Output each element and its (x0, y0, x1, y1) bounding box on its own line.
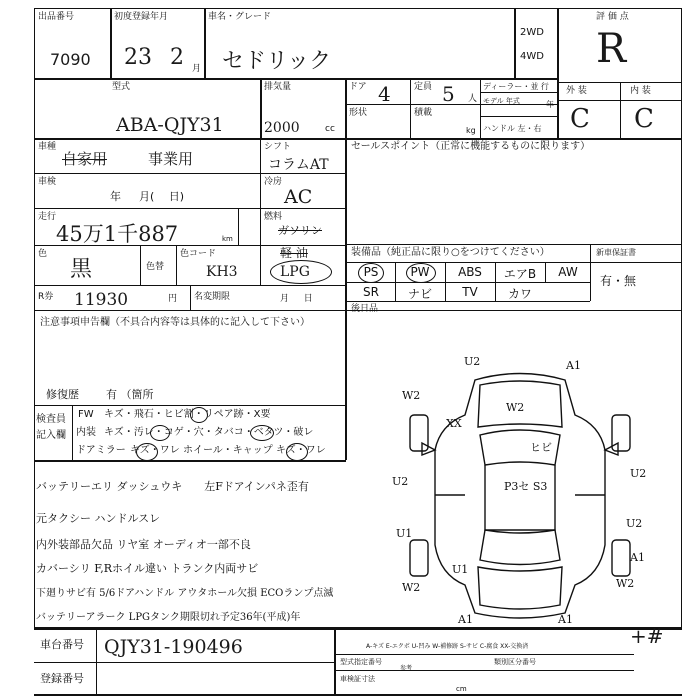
doors: 4 (378, 82, 391, 106)
mark-a1-top: A1 (566, 359, 581, 372)
mark-u1-rear: U1 (452, 563, 469, 576)
equip-sr: SR (363, 285, 379, 299)
divider (334, 654, 634, 655)
mark-u1-side: U1 (396, 527, 413, 540)
doors-label: ドア (349, 82, 367, 92)
model-year-label: モデル 年式 (483, 97, 520, 105)
equip-ps: PS (363, 265, 379, 279)
inspection-fields: 年 月( 日) (110, 190, 185, 203)
car-damage-diagram (380, 355, 660, 625)
drive-4wd: 4WD (520, 51, 544, 62)
shift: コラムAT (268, 157, 329, 173)
new-car-warranty: 有・無 (600, 274, 637, 288)
mark-xx: XX (446, 417, 462, 430)
divider (110, 8, 112, 79)
first-registration-month: 2 (170, 45, 184, 70)
r-ticket-label: R券 (38, 292, 54, 302)
divider (34, 78, 557, 80)
equipment-label: 装備品（純正品に限り○をつけてください） (351, 247, 550, 258)
divider (34, 628, 682, 630)
divider (480, 116, 557, 117)
check-row-fw-label: FW (78, 409, 94, 420)
shift-label: シフト (264, 142, 292, 152)
chassis-number: QJY31-190496 (104, 636, 243, 658)
color-code-label: 色コード (180, 249, 217, 259)
check-circle-hibi (190, 407, 208, 423)
divider (590, 262, 682, 263)
handwritten-note-5: 下廻りサビ有 5/6ドアハンドル アウタホール欠損 ECOランプ点滅 (36, 588, 334, 599)
cm-unit: cm (456, 685, 467, 693)
fuel-label: 燃料 (264, 212, 283, 222)
person-unit: 人 (468, 94, 478, 104)
fuel-diesel: 軽 油 (280, 246, 308, 260)
fuel-gasoline: ガソリン (278, 224, 322, 237)
equip-tv: TV (462, 285, 478, 299)
equip-aw: AW (558, 265, 578, 279)
fuel-lpg: LPG (280, 264, 310, 280)
load-label: 積載 (414, 108, 433, 118)
divider (72, 405, 73, 460)
equip-ps-circle (358, 263, 384, 283)
mark-u2-top: U2 (464, 355, 481, 368)
divider (334, 670, 634, 671)
new-car-warranty-label: 新車保証書 (596, 248, 636, 257)
handwritten-note-2: 元タクシー ハンドルスレ (36, 512, 161, 525)
yen-unit: 円 (168, 294, 178, 304)
usage-label: 車種 (38, 142, 57, 152)
exterior-label: 外 装 (566, 86, 587, 96)
recolor-label: 色替 (146, 262, 165, 272)
name-change-fields: 月 日 (280, 294, 313, 304)
registration-label: 登録番号 (40, 672, 84, 685)
repair-label: 修復歴 (46, 388, 79, 401)
repair-value: 有 （箇所 (106, 388, 154, 401)
sales-point-label: セールスポイント（正常に機能するものに限ります） (351, 141, 591, 152)
divider (557, 8, 559, 138)
handle-label: ハンドル 左・右 (483, 124, 542, 133)
divider (260, 138, 261, 285)
handwritten-note-1: バッテリーエリ ダッシュウキ 左Fドアインパネ歪有 (36, 480, 309, 493)
equip-navi: ナビ (407, 287, 432, 301)
drive-2wd: 2WD (520, 27, 544, 38)
mark-u2-right-low: U2 (626, 517, 643, 530)
dealer-label: ディーラー・並 行 (483, 82, 549, 91)
mark-a1-rear-right: A1 (558, 613, 573, 625)
check-row-fw: キズ・飛石・ヒビ割・リペア跡・X要 (104, 409, 271, 420)
equip-pw-circle (406, 263, 436, 283)
divider (620, 82, 621, 138)
color-label: 色 (38, 249, 48, 259)
handwritten-note-4: カバーシリ F,Rホイル違い トランク内両サビ (36, 562, 259, 575)
km-unit: km (222, 235, 233, 243)
check-circle-tabako (250, 425, 274, 441)
mark-a1-side: A1 (630, 551, 645, 564)
fuel-lpg-circle (270, 260, 332, 284)
interior-grade: C (634, 104, 654, 134)
displacement-label: 排気量 (264, 82, 292, 92)
equip-airbag: エアB (503, 267, 537, 281)
divider (345, 244, 682, 245)
score-label: 評 価 点 (596, 12, 629, 22)
mark-w2-hood: W2 (506, 401, 525, 414)
divider (480, 92, 557, 93)
divider (345, 282, 590, 283)
divider (34, 208, 346, 209)
caution-label: 注意事項申告欄（不具合内容等は具体的に記入して下さい） (40, 317, 310, 328)
mark-a1-rear-left: A1 (458, 613, 473, 625)
class-number-label: 類別区分番号 (494, 658, 536, 666)
lot-number: 7090 (50, 50, 91, 69)
inspection-label: 車検 (38, 177, 57, 187)
divider (514, 8, 516, 79)
mark-w2-left: W2 (402, 389, 421, 402)
rear-seat-label: 後日品 (351, 304, 379, 314)
divider (345, 310, 347, 460)
mark-w2-rear: W2 (616, 577, 635, 590)
shape-label: 形状 (349, 108, 368, 118)
lot-number-label: 出品番号 (38, 12, 75, 22)
divider (345, 262, 590, 263)
divider (176, 245, 177, 285)
auction-score: R (596, 26, 627, 72)
equip-leather: カワ (507, 287, 532, 301)
capacity-label: 定員 (414, 82, 433, 92)
equip-abs: ABS (458, 265, 482, 279)
cooler-label: 冷房 (264, 177, 283, 187)
color-code: KH3 (206, 264, 238, 280)
inspector-label: 検査員 記入欄 (36, 414, 66, 441)
capacity: 5 (442, 82, 455, 106)
check-row-mirror-label: ドアミラー (76, 445, 126, 456)
cc-unit: cc (325, 124, 335, 134)
divider (345, 301, 590, 302)
check-row-interior: キズ・汚レ・コゲ・穴・タバコ・ベタツ・破レ (104, 427, 314, 438)
divider (345, 78, 347, 138)
divider (480, 78, 481, 138)
month-unit: 月 (192, 64, 202, 74)
divider (34, 405, 346, 406)
kg-unit: kg (466, 126, 476, 135)
divider (410, 78, 411, 138)
exterior-grade: C (570, 104, 590, 134)
reference-label: 参考 (400, 665, 413, 672)
model-code: ABA-QJY31 (116, 114, 224, 136)
divider (140, 245, 141, 285)
mark-w2-rear-left: W2 (402, 581, 421, 594)
displacement: 2000 (264, 120, 300, 136)
r-ticket: 11930 (74, 290, 129, 310)
mark-u2-right: U2 (630, 467, 647, 480)
color: 黒 (70, 257, 93, 282)
damage-legend: A-キズ E-エクボ U-凹み W-補修跡 S-サビ C-腐食 XX-交換済 (366, 643, 529, 650)
business-use: 事業用 (148, 150, 194, 168)
divider (190, 285, 191, 310)
handwritten-note-3: 内外装部品欠品 リヤ室 オーディオ一部不良 (36, 538, 251, 551)
first-registration-label: 初度登録年月 (114, 12, 169, 22)
divider (34, 694, 682, 696)
name-change-label: 名変期限 (194, 292, 231, 302)
mileage-label: 走行 (38, 212, 57, 222)
cooler: AC (284, 186, 313, 208)
handwritten-note-6: バッテリーアラーク LPGタンク期限切れ予定36年(平成)年 (36, 612, 301, 623)
size-label: 車検証寸法 (340, 675, 375, 683)
mark-u2-left: U2 (392, 475, 409, 488)
year-unit: 年 (546, 100, 554, 109)
check-row-interior-label: 内装 (76, 427, 96, 438)
check-circle-kogare (150, 425, 170, 441)
car-name-label: 車名・グレード (208, 12, 272, 22)
check-circle-mirror (136, 443, 158, 461)
check-row-mirror: キズ・ワレ ホイール・キャップ キズ・ワレ (130, 445, 326, 456)
divider (334, 628, 336, 694)
divider (34, 138, 682, 140)
mark-hibi: ヒビ (530, 441, 552, 454)
divider (238, 208, 239, 245)
interior-label: 内 装 (630, 86, 651, 96)
corner-mark: +# (630, 624, 664, 648)
type-designation-label: 型式指定番号 (340, 658, 382, 666)
mileage: 45万1千887 (56, 222, 179, 246)
check-circle-wheel (286, 443, 308, 461)
model-label: 型式 (112, 82, 131, 92)
first-registration-year: 23 (124, 45, 152, 70)
divider (96, 628, 97, 694)
mark-roof: P3セ S3 (504, 480, 548, 493)
divider (204, 8, 206, 79)
private-use: 自家用 (62, 150, 108, 168)
divider (260, 78, 262, 138)
divider (34, 662, 334, 663)
car-name: セドリック (222, 49, 332, 74)
chassis-label: 車台番号 (40, 638, 84, 651)
equip-pw: PW (410, 265, 430, 279)
